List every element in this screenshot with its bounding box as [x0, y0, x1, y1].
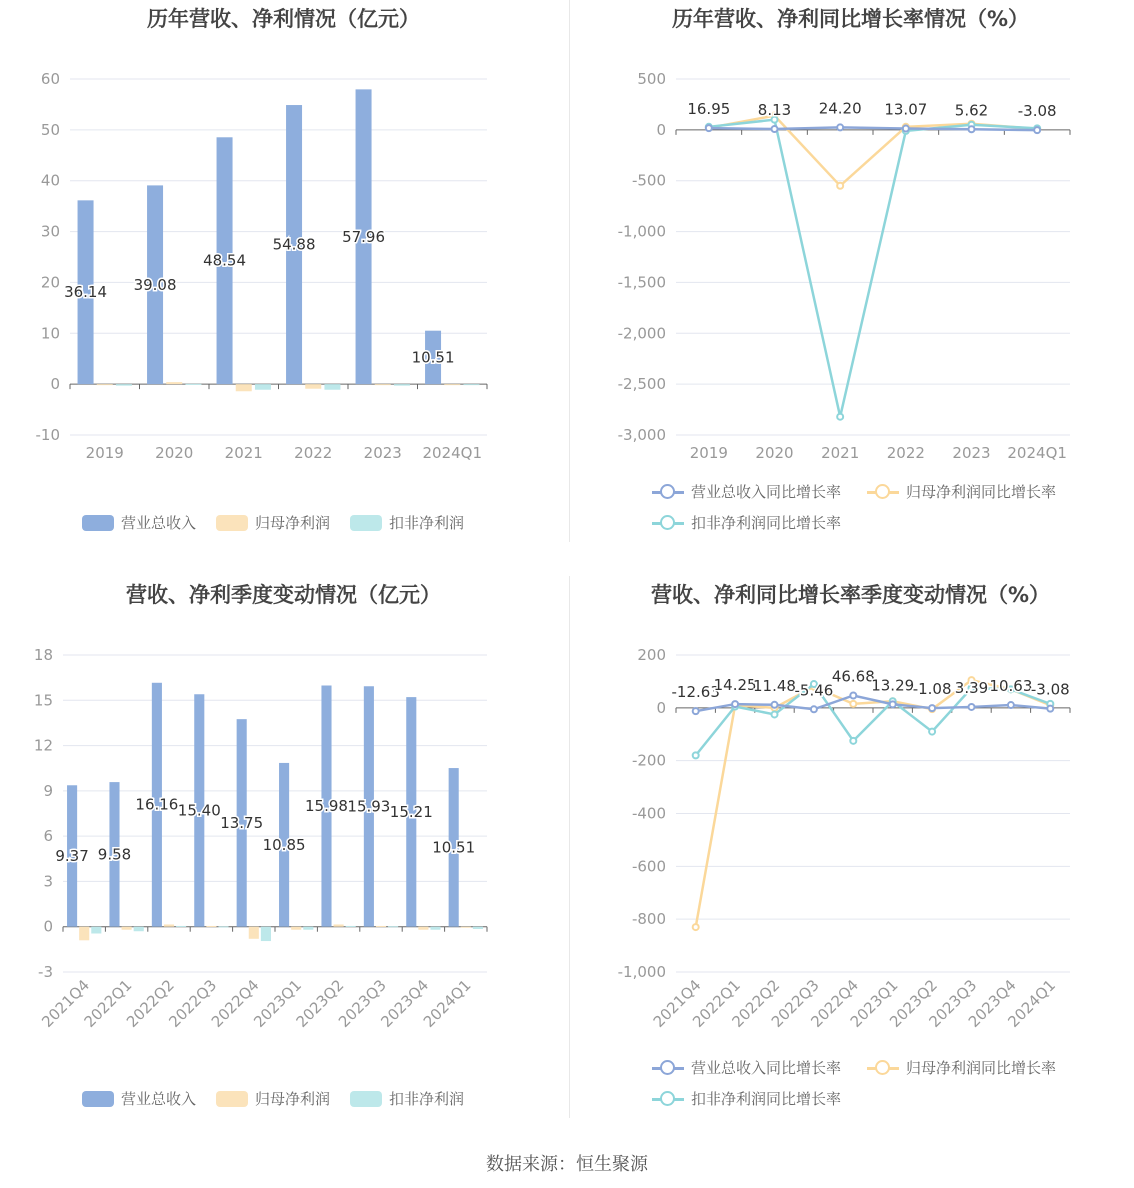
- y-tick-label: 0: [656, 120, 666, 139]
- y-tick-label: -3,000: [617, 426, 666, 444]
- legend-swatch: [867, 484, 899, 500]
- data-point: [890, 701, 896, 707]
- y-tick-label: -2,500: [617, 375, 666, 394]
- data-label: 10.63: [989, 677, 1033, 696]
- annual-growth-panel: [567, 0, 1134, 575]
- y-tick-label: 15: [33, 691, 53, 710]
- x-tick-label: 2022Q4: [207, 976, 263, 1031]
- data-point: [706, 125, 712, 131]
- data-label: 54.88: [272, 235, 316, 254]
- data-label: 24.20: [818, 99, 862, 118]
- x-tick-label: 2022: [294, 444, 333, 462]
- data-label: 10.51: [432, 838, 476, 857]
- legend-label: 扣非净利润同比增长率: [691, 1090, 842, 1108]
- bar: [305, 384, 321, 389]
- legend-item-net-profit-growth[interactable]: [867, 481, 1056, 502]
- x-tick-label: 2022Q1: [80, 976, 136, 1031]
- x-tick-label: 2023Q4: [377, 976, 433, 1031]
- bar: [134, 927, 144, 932]
- data-point: [772, 126, 778, 132]
- legend-label: 归母净利润: [255, 514, 331, 532]
- x-tick-label: 2022Q2: [123, 976, 178, 1031]
- series-line: [696, 680, 1051, 927]
- x-tick-label: 2021: [224, 444, 263, 462]
- y-tick-label: 18: [33, 646, 53, 664]
- x-tick-label: 2023Q2: [292, 976, 348, 1031]
- bar: [261, 927, 271, 941]
- data-point: [693, 752, 699, 758]
- chart-title: 历年营收、净利同比增长率情况（%）: [671, 7, 1030, 31]
- bar: [166, 382, 182, 384]
- data-label: 46.68: [831, 667, 875, 686]
- data-point: [1047, 706, 1053, 712]
- data-label: 57.96: [342, 227, 386, 246]
- data-label: -12.63: [671, 683, 720, 702]
- y-tick-label: 50: [40, 120, 60, 139]
- data-label: 13.75: [220, 813, 264, 832]
- bar: [473, 927, 483, 929]
- x-tick-label: 2024Q1: [422, 444, 483, 462]
- data-point: [772, 711, 778, 717]
- y-tick-label: -10: [35, 426, 60, 444]
- y-tick-label: -500: [631, 171, 666, 190]
- legend-swatch: [867, 1060, 899, 1076]
- y-tick-label: 6: [43, 827, 53, 846]
- legend-item-deducted-growth[interactable]: [652, 1088, 841, 1109]
- x-tick-label: 2022Q1: [689, 976, 744, 1031]
- annual-amount-panel: [0, 0, 567, 575]
- y-tick-label: -200: [631, 751, 666, 770]
- data-point: [1008, 702, 1014, 708]
- data-point: [772, 702, 778, 708]
- y-tick-label: 500: [637, 70, 666, 88]
- x-tick-label: 2023Q3: [925, 976, 981, 1031]
- data-label: 14.25: [713, 676, 757, 695]
- x-tick-label: 2022Q3: [767, 976, 823, 1031]
- legend-item-revenue[interactable]: [82, 512, 196, 533]
- chart-title: 历年营收、净利情况（亿元）: [147, 7, 420, 31]
- bar: [303, 927, 313, 930]
- y-tick-label: 9: [43, 781, 53, 800]
- chart-title: 营收、净利季度变动情况（亿元）: [126, 583, 441, 607]
- data-label: 39.08: [133, 275, 177, 294]
- y-tick-label: -1,500: [617, 273, 666, 292]
- data-label: 15.93: [347, 797, 391, 816]
- legend-swatch: [216, 515, 248, 531]
- data-point: [837, 124, 843, 130]
- y-tick-label: 60: [40, 70, 60, 88]
- data-label: 8.13: [757, 101, 792, 120]
- y-tick-label: 20: [40, 273, 60, 292]
- legend-item-revenue-growth[interactable]: [652, 1057, 841, 1078]
- data-label: 11.48: [753, 676, 796, 695]
- x-tick-label: 2022Q4: [807, 976, 863, 1031]
- y-tick-label: 0: [43, 917, 53, 936]
- data-point: [969, 704, 975, 710]
- data-label: 3.39: [954, 678, 989, 697]
- legend-label: 归母净利润同比增长率: [906, 483, 1057, 501]
- y-tick-label: -1,000: [617, 222, 666, 241]
- bar: [375, 384, 391, 385]
- legend-label: 营业总收入同比增长率: [691, 1059, 842, 1077]
- quarterly-amount-panel: [0, 576, 567, 1151]
- bar: [418, 927, 428, 930]
- quarterly-growth-panel: [567, 576, 1134, 1151]
- y-tick-label: 3: [43, 872, 53, 891]
- data-label: 13.29: [871, 676, 915, 695]
- y-tick-label: -3: [38, 963, 53, 981]
- legend-item-net-profit[interactable]: [216, 512, 330, 533]
- legend-label: 扣非净利润: [389, 1090, 465, 1108]
- y-tick-label: 200: [637, 646, 666, 664]
- legend-label: 扣非净利润同比增长率: [691, 514, 842, 532]
- x-tick-label: 2023Q1: [250, 976, 306, 1031]
- data-point: [732, 701, 738, 707]
- legend-swatch: [652, 515, 684, 531]
- data-label: 15.98: [305, 797, 348, 816]
- data-label: 10.51: [411, 348, 455, 367]
- y-tick-label: 30: [40, 222, 60, 241]
- data-label: -5.46: [794, 681, 834, 700]
- x-tick-label: 2022Q3: [165, 976, 221, 1031]
- chart-title: 营收、净利同比增长率季度变动情况（%）: [650, 583, 1051, 607]
- bar: [430, 927, 440, 930]
- data-label: -1.08: [912, 680, 952, 699]
- bar: [185, 384, 201, 385]
- bar: [122, 927, 132, 930]
- y-tick-label: -400: [631, 804, 666, 823]
- data-label: 9.58: [97, 845, 132, 864]
- legend-item-net-profit[interactable]: [216, 1088, 330, 1109]
- data-point: [837, 183, 843, 189]
- data-label: 15.40: [177, 801, 221, 820]
- bar: [346, 926, 356, 927]
- x-tick-label: 2019: [85, 444, 124, 462]
- legend-item-deducted-growth[interactable]: [652, 512, 841, 533]
- bar: [176, 926, 186, 927]
- data-label: 36.14: [64, 283, 108, 302]
- bar: [116, 384, 132, 386]
- legend-swatch: [652, 1091, 684, 1107]
- bar: [394, 384, 410, 386]
- data-point: [837, 414, 843, 420]
- data-point: [850, 701, 856, 707]
- legend-swatch: [652, 484, 684, 500]
- data-point: [903, 126, 909, 132]
- y-tick-label: 0: [656, 698, 666, 717]
- legend-swatch: [652, 1060, 684, 1076]
- data-label: -3.08: [1030, 680, 1070, 699]
- data-source-footer: 数据来源：恒生聚源: [486, 1154, 648, 1175]
- x-tick-label: 2020: [155, 444, 194, 462]
- legend-swatch: [350, 515, 382, 531]
- bar: [334, 924, 344, 926]
- bar: [463, 384, 479, 385]
- x-tick-label: 2023Q3: [335, 976, 390, 1031]
- bar: [255, 384, 271, 390]
- vertical-divider: [569, 0, 570, 542]
- legend-item-deducted-profit[interactable]: [350, 1088, 464, 1109]
- bar: [91, 927, 101, 934]
- data-point: [811, 706, 817, 712]
- bar: [97, 384, 113, 385]
- data-label: 13.07: [884, 100, 928, 119]
- bar: [79, 927, 89, 941]
- legend-label: 营业总收入同比增长率: [691, 483, 842, 501]
- legend-item-revenue-growth[interactable]: [652, 481, 841, 502]
- vertical-divider: [569, 576, 570, 1118]
- bar: [376, 926, 386, 927]
- x-tick-label: 2023: [363, 444, 402, 462]
- x-tick-label: 2024Q1: [1007, 444, 1067, 462]
- bar: [249, 927, 259, 939]
- legend-item-deducted-profit[interactable]: [350, 512, 464, 533]
- data-label: 10.85: [262, 835, 306, 854]
- legend-label: 营业总收入: [121, 514, 197, 532]
- y-tick-label: -800: [631, 910, 666, 929]
- annual-amount-chart: [0, 0, 567, 575]
- bar: [206, 926, 216, 927]
- x-tick-label: 2023Q4: [964, 976, 1020, 1031]
- data-point: [969, 126, 975, 132]
- bar: [461, 927, 471, 928]
- data-label: 5.62: [954, 101, 989, 120]
- legend-swatch: [82, 1091, 114, 1107]
- legend-label: 扣非净利润: [389, 514, 465, 532]
- legend-label: 营业总收入: [121, 1090, 197, 1108]
- data-label: 16.95: [687, 100, 731, 119]
- legend-swatch: [216, 1091, 248, 1107]
- x-tick-label: 2021Q4: [649, 976, 705, 1031]
- data-label: 48.54: [203, 251, 247, 270]
- data-point: [850, 693, 856, 699]
- bar: [324, 384, 340, 390]
- x-tick-label: 2020: [755, 444, 794, 462]
- x-tick-label: 2022Q2: [728, 976, 784, 1031]
- data-point: [1034, 127, 1040, 133]
- x-tick-label: 2023Q2: [886, 976, 941, 1031]
- legend-swatch: [82, 515, 114, 531]
- data-label: 16.16: [135, 795, 179, 814]
- y-tick-label: 12: [33, 736, 53, 755]
- x-tick-label: 2023: [952, 444, 991, 462]
- x-tick-label: 2024Q1: [419, 976, 475, 1031]
- x-tick-label: 2021: [821, 444, 860, 462]
- data-point: [850, 738, 856, 744]
- x-tick-label: 2022: [886, 444, 925, 462]
- x-tick-label: 2021Q4: [38, 976, 94, 1031]
- data-point: [929, 729, 935, 735]
- legend-label: 归母净利润同比增长率: [906, 1059, 1057, 1077]
- y-tick-label: -2,000: [617, 324, 666, 343]
- bar: [164, 924, 174, 926]
- bar: [218, 926, 228, 927]
- y-tick-label: 40: [40, 171, 60, 190]
- legend-item-revenue[interactable]: [82, 1088, 196, 1109]
- y-tick-label: 0: [50, 375, 60, 394]
- x-tick-label: 2019: [689, 444, 728, 462]
- data-label: 9.37: [55, 846, 89, 865]
- legend-item-net-profit-growth[interactable]: [867, 1057, 1056, 1078]
- bar: [291, 927, 301, 930]
- legend-swatch: [350, 1091, 382, 1107]
- data-point: [693, 924, 699, 930]
- y-tick-label: -1,000: [617, 963, 666, 981]
- bar: [444, 384, 460, 385]
- y-tick-label: 10: [40, 324, 60, 343]
- data-point: [929, 705, 935, 711]
- data-label: 15.21: [389, 802, 433, 821]
- series-line: [709, 120, 1037, 417]
- x-tick-label: 2023Q1: [846, 976, 902, 1031]
- y-tick-label: -600: [631, 857, 666, 876]
- x-tick-label: 2024Q1: [1004, 976, 1060, 1031]
- bar: [236, 384, 252, 391]
- bar: [388, 926, 398, 927]
- data-point: [693, 708, 699, 714]
- data-label: -3.08: [1017, 102, 1057, 121]
- legend-label: 归母净利润: [255, 1090, 331, 1108]
- quarterly-amount-chart: [0, 576, 567, 1151]
